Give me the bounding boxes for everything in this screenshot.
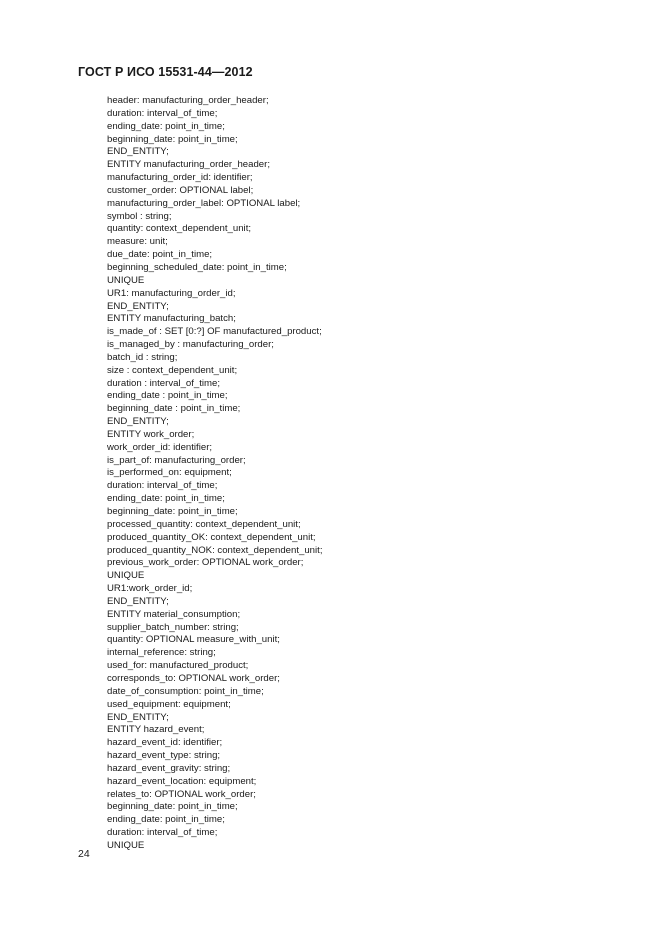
code-line: UR1:work_order_id; [107, 583, 193, 595]
code-line: beginning_date : point_in_time; [107, 403, 241, 415]
code-line: batch_id : string; [107, 351, 178, 363]
code-line: is_made_of : SET [0:?] OF manufactured_product; [107, 326, 322, 338]
page-number: 24 [78, 848, 90, 860]
code-line: previous_work_order: OPTIONAL work_order; [107, 557, 304, 569]
code-line: END_ENTITY; [107, 595, 169, 607]
code-line: ending_date : point_in_time; [107, 390, 228, 402]
code-line: ENTITY material_consumption; [107, 608, 241, 620]
code-line: is_performed_on: equipment; [107, 467, 232, 479]
page-header: ГОСТ Р ИСО 15531-44—2012 [78, 65, 253, 79]
code-line: beginning_scheduled_date: point_in_time; [107, 261, 287, 273]
code-line: due_date: point_in_time; [107, 249, 213, 261]
code-line: UNIQUE [107, 274, 145, 286]
code-line: END_ENTITY; [107, 711, 169, 723]
code-line: is_part_of: manufacturing_order; [107, 454, 246, 466]
code-line: used_equipment: equipment; [107, 698, 231, 710]
code-line: used_for: manufactured_product; [107, 660, 249, 672]
code-line: UR1: manufacturing_order_id; [107, 287, 236, 299]
code-line: size : context_dependent_unit; [107, 364, 238, 376]
code-line: symbol : string; [107, 210, 172, 222]
code-line: END_ENTITY; [107, 300, 169, 312]
code-line: END_ENTITY; [107, 416, 169, 428]
code-line: ENTITY hazard_event; [107, 724, 205, 736]
code-line: measure: unit; [107, 236, 168, 248]
code-line: beginning_date: point_in_time; [107, 506, 238, 517]
code-line: hazard_event_location: equipment; [107, 775, 257, 787]
code-line: internal_reference: string; [107, 647, 216, 659]
code-line: relates_to: OPTIONAL work_order; [107, 788, 256, 800]
code-line: produced_quantity_NOK: context_dependent_unit; [107, 544, 323, 556]
code-line: quantity: OPTIONAL measure_with_unit; [107, 634, 280, 646]
code-line: UNIQUE [107, 570, 145, 582]
code-line: header: manufacturing_order_header; [107, 95, 269, 106]
code-line: beginning_date: point_in_time; [107, 801, 238, 813]
code-line: processed_quantity: context_dependent_unit; [107, 518, 301, 530]
code-line: ending_date: point_in_time; [107, 120, 225, 132]
code-line: is_managed_by : manufacturing_order; [107, 339, 274, 351]
code-line: corresponds_to: OPTIONAL work_order; [107, 672, 280, 684]
code-line: duration: interval_of_time; [107, 827, 218, 839]
code-line: work_order_id: identifier; [107, 441, 213, 453]
code-line: produced_quantity_OK: context_dependent_unit; [107, 531, 316, 543]
code-line: UNIQUE [107, 839, 145, 851]
code-line: ending_date: point_in_time; [107, 814, 225, 826]
code-line: ENTITY manufacturing_order_header; [107, 159, 271, 171]
code-line: date_of_consumption: point_in_time; [107, 685, 264, 697]
code-line: ending_date: point_in_time; [107, 493, 225, 505]
code-line: manufacturing_order_id: identifier; [107, 172, 253, 184]
code-line: hazard_event_gravity: string; [107, 762, 231, 774]
code-line: duration : interval_of_time; [107, 377, 221, 389]
code-line: ENTITY work_order; [107, 428, 195, 440]
code-line: ENTITY manufacturing_batch; [107, 313, 236, 325]
code-line: duration: interval_of_time; [107, 107, 218, 119]
code-line: hazard_event_id: identifier; [107, 737, 223, 749]
code-line: supplier_batch_number: string; [107, 621, 239, 633]
express-code-block [107, 95, 323, 853]
code-line: hazard_event_type: string; [107, 750, 221, 762]
code-line: beginning_date: point_in_time; [107, 133, 238, 145]
code-line: customer_order: OPTIONAL label; [107, 184, 254, 196]
code-line: manufacturing_order_label: OPTIONAL label; [107, 197, 301, 209]
code-line: END_ENTITY; [107, 146, 169, 158]
code-line: duration: interval_of_time; [107, 480, 218, 492]
code-line: quantity: context_dependent_unit; [107, 223, 252, 235]
